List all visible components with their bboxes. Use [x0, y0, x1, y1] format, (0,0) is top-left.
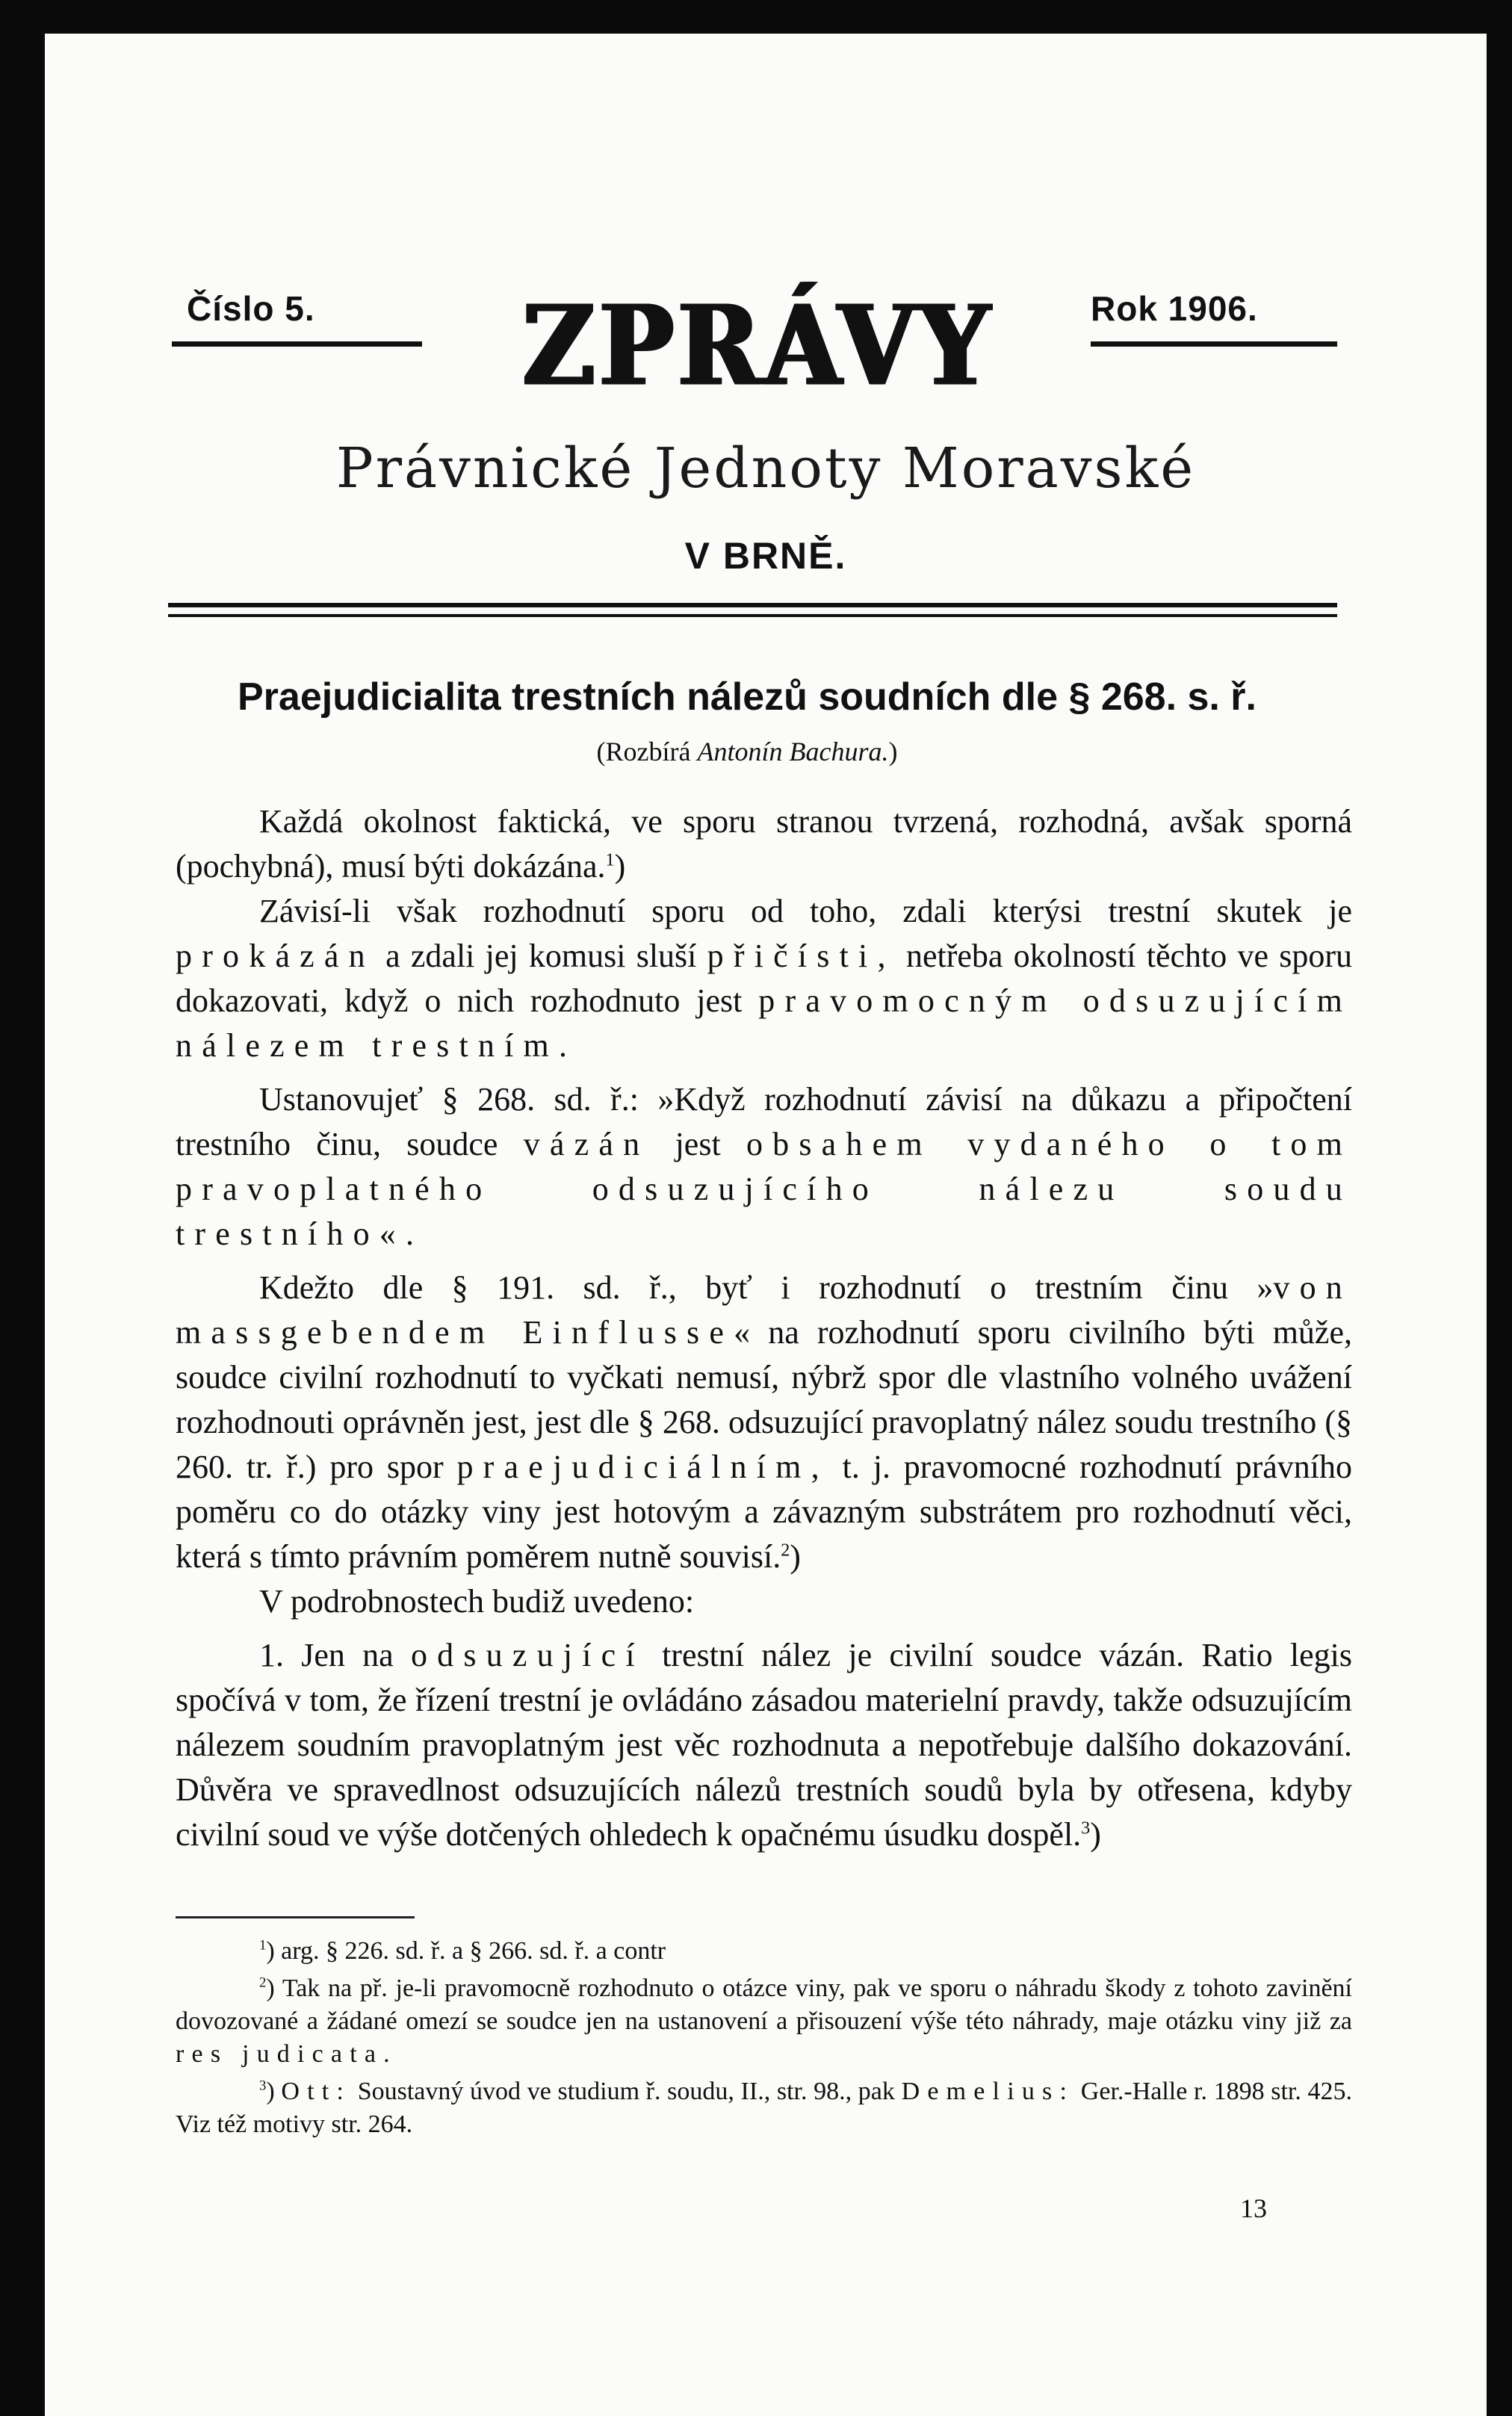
year-underline [1091, 341, 1337, 347]
footnote-ref-1: 1 [605, 849, 615, 870]
footnote-3-author-b: Demelius: [901, 2078, 1075, 2105]
footnote-3-paren: ) [266, 2078, 275, 2105]
page-number: 13 [1240, 2193, 1267, 2223]
footnote-2-emphasis: res judicata. [176, 2040, 397, 2068]
footnote-2-mark: 2 [259, 1974, 267, 1991]
p4-emphasis-a: von massgebendem Einflusse [176, 1269, 1352, 1351]
paragraph-2 [176, 889, 1352, 1068]
paragraph-4 [176, 1266, 1352, 1579]
p2-emphasis-c: pravomocným odsuzujícím nálezem trestním. [176, 982, 1353, 1064]
footnote-ref-2: 2 [781, 1540, 790, 1561]
article-author [134, 736, 1360, 767]
issue-number: Číslo 5. [187, 289, 315, 328]
p4-text-c: « na rozhodnutí sporu civilního býti může, soudce civilní rozhodnutí to vyčkati nemusí, nýbrž spor dle vlastního volného uvážení rozhodnouti oprávněn jest, jest dle § 268. odsuzující pravoplatný nález soudu trestního (§ 260. tr. ř.) pro spor [176, 1314, 1352, 1485]
footnote-1-text: ) arg. § 226. sd. ř. a § 266. sd. ř. a contr [266, 1937, 666, 1965]
p2-text-e: netřeba okolností těchto ve sporu dokazovati, když o nich rozhodnuto jest [176, 938, 1353, 1019]
masthead-subtitle: Právnické Jednoty Moravské [335, 436, 1196, 501]
issue-underline [172, 341, 422, 347]
p2-text-a: Závisí-li však rozhodnutí sporu od toho, zdali kterýsi trestní skutek je [259, 893, 1352, 929]
footnote-ref-3-paren: ) [1090, 1816, 1101, 1853]
author-suffix: ) [888, 737, 898, 766]
p2-text-c: a zdali jej komusi sluší [385, 938, 697, 974]
p3-text-a: Ustanovujeť § 268. sd. ř.: »Když rozhodnutí závisí na důkazu a připočtení trestního činu, soudce [176, 1081, 1352, 1162]
footnote-3-text-b: Ger.-Halle r. 1898 str. 425. Viz též motivy str. 264. [176, 2078, 1353, 2138]
masthead-title: ZPRÁVY [523, 281, 994, 412]
year: Rok 1906. [1091, 289, 1258, 328]
footnotes [176, 1935, 1352, 2146]
p4-text-e: t. j. pravomocné rozhodnutí právního poměru co do otázky viny jest hotovým a závazným substrátem pro rozhodnutí věci, která s tímto právním poměrem nutně souvisí. [176, 1449, 1353, 1575]
article-body [176, 799, 1352, 1857]
footnote-ref-1-paren: ) [614, 848, 626, 885]
journal-page [45, 34, 1487, 2416]
p3-emphasis-b: obsahem vydaného o tom pravoplatného odsuzujícího nálezu soudu trestního«. [176, 1126, 1353, 1252]
paragraph-1 [176, 799, 1352, 889]
paragraph-3 [176, 1077, 1352, 1257]
header-divider-top [168, 603, 1337, 607]
p4-text-a: Kdežto dle § 191. sd. ř., byť i rozhodnutí o trestním činu » [259, 1269, 1274, 1306]
footnote-1-mark: 1 [259, 1937, 267, 1954]
masthead-city: V BRNĚ. [684, 535, 847, 577]
p6-emphasis-a: odsuzující [410, 1637, 645, 1673]
article-title: Praejudicialita trestních nálezů soudních dle § 268. s. ř. [237, 675, 1257, 719]
footnote-2 [176, 1972, 1352, 2071]
p6-text-a: 1. Jen na [259, 1637, 394, 1673]
footnote-3-mark: 3 [259, 2078, 267, 2094]
p2-emphasis-b: přičísti, [707, 938, 896, 974]
footnote-2-text: ) Tak na př. je-li pravomocně rozhodnuto o otázce viny, pak ve sporu o náhradu škody z tohoto zavinění dovozované a žádané omezí se soudce jen na ustanovení a přisouzení výše této náhrady, maje otázku viny již za [176, 1974, 1352, 2035]
footnote-3 [176, 2075, 1352, 2141]
p3-emphasis-a: vázán [523, 1126, 650, 1162]
footnote-1 [176, 1935, 1352, 1968]
paragraph-6 [176, 1633, 1352, 1857]
author-name: Antonín Bachura. [697, 737, 889, 766]
paragraph-1-text: Každá okolnost faktická, ve sporu stranou tvrzená, rozhodná, avšak sporná (pochybná), musí býti dokázána. [176, 803, 1352, 885]
footnote-ref-3: 3 [1081, 1818, 1091, 1839]
header-divider-bottom [168, 614, 1337, 617]
p2-emphasis-a: prokázán [176, 938, 375, 974]
footnote-3-text-a: Soustavný úvod ve studium ř. soudu, II., str. 98., pak [357, 2078, 895, 2105]
p5-text: V podrobnostech budiž uvedeno: [259, 1583, 695, 1620]
p6-text-c: trestní nález je civilní soudce vázán. Ratio legis spočívá v tom, že řízení trestní je ovládáno zásadou materielní pravdy, takže odsuzujícím nálezem soudním pravoplatným jest věc rozhodnuta a nepotřebuje dalšího dokazování. Důvěra ve spravedlnost odsuzujících nálezů trestních soudů byla by otřesena, kdyby civilní soud ve výše dotčených ohledech k opačnému úsudku dospěl. [176, 1637, 1353, 1853]
p4-emphasis-b: praejudiciálním, [456, 1449, 829, 1485]
footnote-ref-2-paren: ) [790, 1538, 801, 1575]
footnote-3-author-a: Ott: [281, 2078, 352, 2105]
paragraph-5 [176, 1579, 1352, 1624]
footnote-divider [176, 1916, 415, 1918]
p3-text-c: jest [675, 1126, 721, 1162]
author-prefix: (Rozbírá [596, 737, 691, 766]
